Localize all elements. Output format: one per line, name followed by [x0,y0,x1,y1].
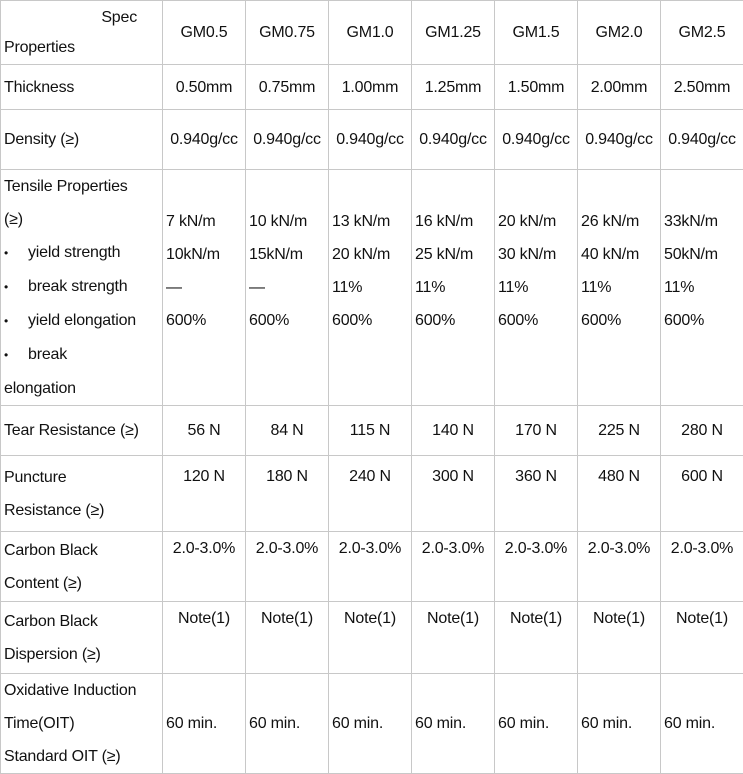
tensile-value: 33kN/m [664,205,740,238]
tensile-label-line2: (≥) [4,203,159,236]
table-cell [329,170,412,406]
carbon-content-label-line2: Content (≥) [4,567,159,600]
tensile-value: 600% [249,304,325,337]
tensile-value: 11% [664,271,740,304]
oit-label-line2: Time(OIT) [4,707,159,740]
puncture-label-line1: Puncture [4,461,159,494]
table-cell: Note(1) [495,602,578,674]
tensile-value: 15kN/m [249,238,325,271]
grade-header: GM0.5 [163,1,246,65]
header-corner-cell [1,1,163,65]
table-cell: 2.0-3.0% [661,532,743,602]
table-cell: Note(1) [412,602,495,674]
tensile-sub-label: • break [4,338,159,372]
oit-row [1,674,743,774]
tensile-sub-label: • yield elongation [4,304,159,338]
tensile-value: 11% [498,271,574,304]
bullet-icon: • [4,305,28,338]
table-cell: Note(1) [578,602,661,674]
tensile-value: 13 kN/m [332,205,408,238]
table-cell: 600 N [661,456,743,532]
table-cell: 120 N [163,456,246,532]
tensile-value: 600% [415,304,491,337]
grade-header: GM1.0 [329,1,412,65]
row-label: Density (≥) [1,110,163,170]
tensile-row [1,170,743,406]
table-cell: Note(1) [163,602,246,674]
table-cell: 0.940g/cc [661,110,743,170]
table-cell [495,170,578,406]
tear-row [1,406,743,456]
table-cell: 280 N [661,406,743,456]
table-cell: 2.0-3.0% [412,532,495,602]
table-cell: 0.940g/cc [329,110,412,170]
table-cell: 60 min. [661,674,743,774]
tensile-value: 30 kN/m [498,238,574,271]
tensile-value: 600% [332,304,408,337]
table-cell: 1.25mm [412,65,495,110]
table-cell: 170 N [495,406,578,456]
tensile-label-last: elongation [4,372,159,405]
table-cell: 2.50mm [661,65,743,110]
tensile-value: — [249,271,325,304]
table-cell: 2.0-3.0% [329,532,412,602]
carbon-dispersion-label-line1: Carbon Black [4,605,159,638]
properties-label: Properties [4,33,159,63]
table-cell [578,170,661,406]
carbon-dispersion-row [1,602,743,674]
grade-header: GM2.0 [578,1,661,65]
table-cell: 60 min. [163,674,246,774]
table-cell: 56 N [163,406,246,456]
header-row [1,1,743,65]
table-cell: Note(1) [246,602,329,674]
grade-header: GM0.75 [246,1,329,65]
tensile-value: 50kN/m [664,238,740,271]
tensile-label-line1: Tensile Properties [4,170,159,203]
table-cell: 0.940g/cc [495,110,578,170]
table-cell: Note(1) [329,602,412,674]
oit-label-line3: Standard OIT (≥) [4,740,159,773]
table-cell: 0.75mm [246,65,329,110]
tensile-value: 11% [581,271,657,304]
table-cell: 60 min. [329,674,412,774]
row-label [1,602,163,674]
tensile-value: 11% [415,271,491,304]
tensile-value: — [166,271,242,304]
bullet-icon: • [4,339,28,372]
table-cell: 0.940g/cc [412,110,495,170]
table-cell: 1.00mm [329,65,412,110]
table-cell: 1.50mm [495,65,578,110]
table-cell: 2.0-3.0% [163,532,246,602]
table-cell: 225 N [578,406,661,456]
row-label [1,456,163,532]
table-cell: 0.940g/cc [578,110,661,170]
table-cell: 300 N [412,456,495,532]
grade-header: GM2.5 [661,1,743,65]
tensile-value: 10 kN/m [249,205,325,238]
table-cell: 480 N [578,456,661,532]
table-cell: 2.0-3.0% [578,532,661,602]
table-cell: 115 N [329,406,412,456]
table-cell: 0.50mm [163,65,246,110]
table-cell [412,170,495,406]
tensile-value: 10kN/m [166,238,242,271]
table-cell: 240 N [329,456,412,532]
tensile-value: 600% [664,304,740,337]
thickness-row [1,65,743,110]
tensile-value: 16 kN/m [415,205,491,238]
tensile-value: 26 kN/m [581,205,657,238]
puncture-row [1,456,743,532]
table-cell [661,170,743,406]
row-label [1,674,163,774]
table-cell: Note(1) [661,602,743,674]
table-cell: 360 N [495,456,578,532]
table-cell [163,170,246,406]
tensile-value: 20 kN/m [332,238,408,271]
tensile-value: 25 kN/m [415,238,491,271]
tensile-value: 600% [581,304,657,337]
tensile-value: 600% [166,304,242,337]
density-row [1,110,743,170]
table-cell: 180 N [246,456,329,532]
table-cell: 2.00mm [578,65,661,110]
puncture-label-line2: Resistance (≥) [4,494,159,527]
table-cell: 60 min. [495,674,578,774]
table-cell [246,170,329,406]
tensile-value: 11% [332,271,408,304]
table-cell: 2.0-3.0% [246,532,329,602]
grade-header: GM1.5 [495,1,578,65]
table-cell: 140 N [412,406,495,456]
bullet-icon: • [4,237,28,270]
carbon-content-row [1,532,743,602]
tensile-value: 7 kN/m [166,205,242,238]
carbon-dispersion-label-line2: Dispersion (≥) [4,638,159,671]
tensile-value: 20 kN/m [498,205,574,238]
tensile-sub-label: • yield strength [4,236,159,270]
table-cell: 60 min. [246,674,329,774]
table-cell: 2.0-3.0% [495,532,578,602]
row-label: Tear Resistance (≥) [1,406,163,456]
oit-label-line1: Oxidative Induction [4,674,159,707]
table-cell: 60 min. [412,674,495,774]
tensile-sub-label: • break strength [4,270,159,304]
tensile-value: 600% [498,304,574,337]
table-cell: 84 N [246,406,329,456]
carbon-content-label-line1: Carbon Black [4,534,159,567]
tensile-value: 40 kN/m [581,238,657,271]
row-label [1,532,163,602]
table-cell: 0.940g/cc [246,110,329,170]
table-cell: 60 min. [578,674,661,774]
spec-label: Spec [4,3,159,33]
grade-header: GM1.25 [412,1,495,65]
row-label [1,170,163,406]
table-cell: 0.940g/cc [163,110,246,170]
bullet-icon: • [4,271,28,304]
row-label: Thickness [1,65,163,110]
